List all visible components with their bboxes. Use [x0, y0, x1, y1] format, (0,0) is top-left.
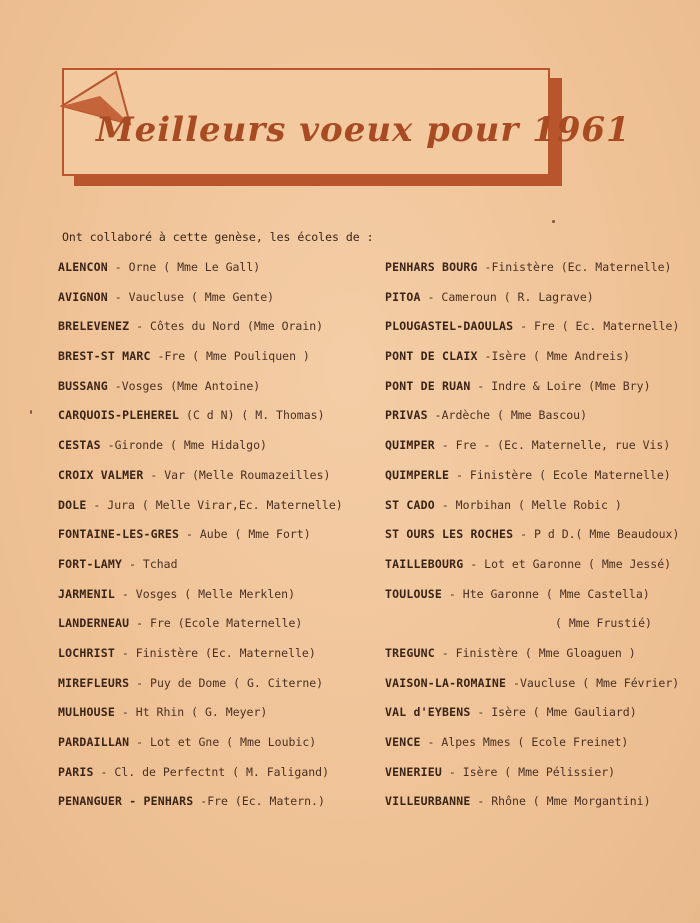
list-item — [385, 674, 695, 704]
school-detail: ( Mme Frustié) — [555, 616, 652, 631]
school-detail: - Rhône ( Mme Morgantini) — [470, 794, 651, 809]
school-detail: - Alpes Mmes ( Ecole Freinet) — [420, 735, 629, 749]
right-column — [385, 258, 695, 822]
school-detail: - Var (Melle Roumazeilles) — [143, 467, 331, 482]
school-place: FONTAINE-LES-GRES — [58, 527, 180, 542]
list-item — [385, 406, 695, 436]
school-detail: - Fre (Ecole Maternelle) — [129, 616, 303, 631]
list-item — [58, 258, 378, 288]
list-item — [385, 733, 695, 763]
school-detail: -Ardèche ( Mme Bascou) — [427, 408, 587, 423]
page-title: Meilleurs voeux pour 1961 — [96, 110, 631, 150]
school-place: JARMENIL — [58, 586, 115, 601]
school-detail: - Fre ( Ec. Maternelle) — [513, 319, 680, 334]
list-item — [58, 703, 378, 733]
list-item — [58, 496, 378, 526]
school-place: LANDERNEAU — [58, 616, 130, 631]
school-detail: - Morbihan ( Melle Robic ) — [434, 497, 622, 512]
list-item — [58, 377, 378, 407]
school-place: ST OURS LES ROCHES — [385, 527, 514, 542]
school-detail: - Jura ( Melle Virar,Ec. Maternelle) — [86, 497, 343, 512]
list-item — [385, 466, 695, 496]
list-item — [58, 733, 378, 763]
school-place: MIREFLEURS — [58, 675, 130, 690]
school-place: PARIS — [58, 764, 94, 779]
school-place: PENANGUER - PENHARS — [58, 794, 194, 809]
school-place: QUIMPER — [385, 438, 435, 453]
school-detail: - P d D.( Mme Beaudoux) — [513, 527, 680, 542]
school-detail: - Tchad — [122, 556, 178, 571]
list-item — [58, 644, 378, 674]
school-detail: -Isère ( Mme Andreis) — [477, 349, 630, 364]
school-place: PARDAILLAN — [58, 735, 130, 749]
list-item — [385, 496, 695, 526]
school-place: VILLEURBANNE — [385, 794, 471, 809]
school-place: BREST-ST MARC — [58, 349, 151, 364]
list-item — [385, 436, 695, 466]
school-place: ALENCON — [58, 260, 108, 274]
school-place: PITOA — [385, 289, 421, 304]
school-place: TREGUNC — [385, 645, 435, 660]
school-place: PLOUGASTEL-DAOULAS — [385, 319, 514, 334]
school-detail: - Finistère ( Mme Gloaguen ) — [434, 645, 636, 660]
list-item — [385, 614, 695, 644]
school-detail: -Fre (Ec. Matern.) — [193, 794, 325, 809]
list-item — [385, 792, 695, 822]
school-place: BRELEVENEZ — [58, 319, 130, 334]
school-detail: -Gironde ( Mme Hidalgo) — [100, 438, 267, 453]
school-detail: -Vaucluse ( Mme Février) — [506, 675, 680, 690]
paper-speck — [30, 410, 32, 414]
school-detail: - Ht Rhin ( G. Meyer) — [115, 705, 268, 720]
school-detail: - Lot et Gne ( Mme Loubic) — [129, 735, 317, 749]
list-item — [385, 377, 695, 407]
list-item — [58, 347, 378, 377]
school-detail: - Isère ( Mme Pélissier) — [442, 764, 616, 779]
school-place: LOCHRIST — [58, 645, 115, 660]
list-item — [58, 674, 378, 704]
school-place: QUIMPERLE — [385, 467, 450, 482]
school-place: VENCE — [385, 735, 421, 749]
intro-text: Ont collaboré à cette genèse, les écoles de : — [62, 230, 374, 244]
list-item — [58, 763, 378, 793]
list-item — [58, 466, 378, 496]
school-place: VAL d'EYBENS — [385, 705, 471, 720]
school-place: PENHARS BOURG — [385, 260, 478, 274]
school-detail: - Cl. de Perfectnt ( M. Faligand) — [93, 764, 330, 779]
list-item — [385, 585, 695, 615]
school-place: DOLE — [58, 497, 87, 512]
list-item — [58, 317, 378, 347]
list-item — [385, 525, 695, 555]
school-detail: - Lot et Garonne ( Mme Jessé) — [463, 556, 672, 571]
school-detail: -Finistère (Ec. Maternelle) — [477, 260, 672, 274]
list-item — [385, 703, 695, 733]
school-place: CESTAS — [58, 438, 101, 453]
school-place: AVIGNON — [58, 289, 108, 304]
school-detail: - Isère ( Mme Gauliard) — [470, 705, 637, 720]
school-detail: - Côtes du Nord (Mme Orain) — [129, 319, 324, 334]
school-detail: -Vosges (Mme Antoine) — [107, 378, 261, 393]
school-place: TOULOUSE — [385, 586, 442, 601]
school-detail: - Cameroun ( R. Lagrave) — [420, 289, 594, 304]
school-place: VENERIEU — [385, 764, 442, 779]
list-item — [58, 436, 378, 466]
school-detail: - Vaucluse ( Mme Gente) — [107, 289, 275, 304]
school-detail: - Hte Garonne ( Mme Castella) — [442, 586, 650, 601]
list-item — [385, 317, 695, 347]
list-item — [58, 406, 378, 436]
school-detail: - Fre - (Ec. Maternelle, rue Vis) — [434, 438, 671, 453]
school-place: FORT-LAMY — [58, 556, 123, 571]
school-place: MULHOUSE — [58, 705, 115, 720]
school-place: CROIX VALMER — [58, 467, 144, 482]
school-place: VAISON-LA-ROMAINE — [385, 675, 507, 690]
list-item — [385, 288, 695, 318]
school-place: CARQUOIS-PLEHEREL — [58, 408, 180, 423]
school-detail: -Fre ( Mme Pouliquen ) — [150, 349, 310, 364]
paper-speck — [552, 220, 555, 223]
school-detail: - Orne ( Mme Le Gall) — [107, 260, 261, 274]
school-detail: - Vosges ( Melle Merklen) — [115, 586, 296, 601]
school-place: ST CADO — [385, 497, 435, 512]
school-place: BUSSANG — [58, 378, 108, 393]
school-place: PONT DE CLAIX — [385, 349, 478, 364]
list-item — [58, 585, 378, 615]
school-detail: - Aube ( Mme Fort) — [179, 527, 311, 542]
school-detail: (C d N) ( M. Thomas) — [179, 408, 325, 423]
school-detail: - Finistère ( Ecole Maternelle) — [449, 467, 671, 482]
school-place: PRIVAS — [385, 408, 428, 423]
list-item — [58, 555, 378, 585]
list-item — [385, 347, 695, 377]
list-item — [58, 525, 378, 555]
list-item — [385, 644, 695, 674]
list-item — [58, 288, 378, 318]
list-item — [385, 258, 695, 288]
left-column — [58, 258, 378, 822]
list-item — [58, 792, 378, 822]
school-detail: - Indre & Loire (Mme Bry) — [470, 378, 651, 393]
list-item — [385, 555, 695, 585]
list-item — [58, 614, 378, 644]
school-place: PONT DE RUAN — [385, 378, 471, 393]
school-place: TAILLEBOURG — [385, 556, 464, 571]
list-item — [385, 763, 695, 793]
school-detail: - Finistère (Ec. Maternelle) — [115, 645, 316, 660]
school-detail: - Puy de Dome ( G. Citerne) — [129, 675, 324, 690]
